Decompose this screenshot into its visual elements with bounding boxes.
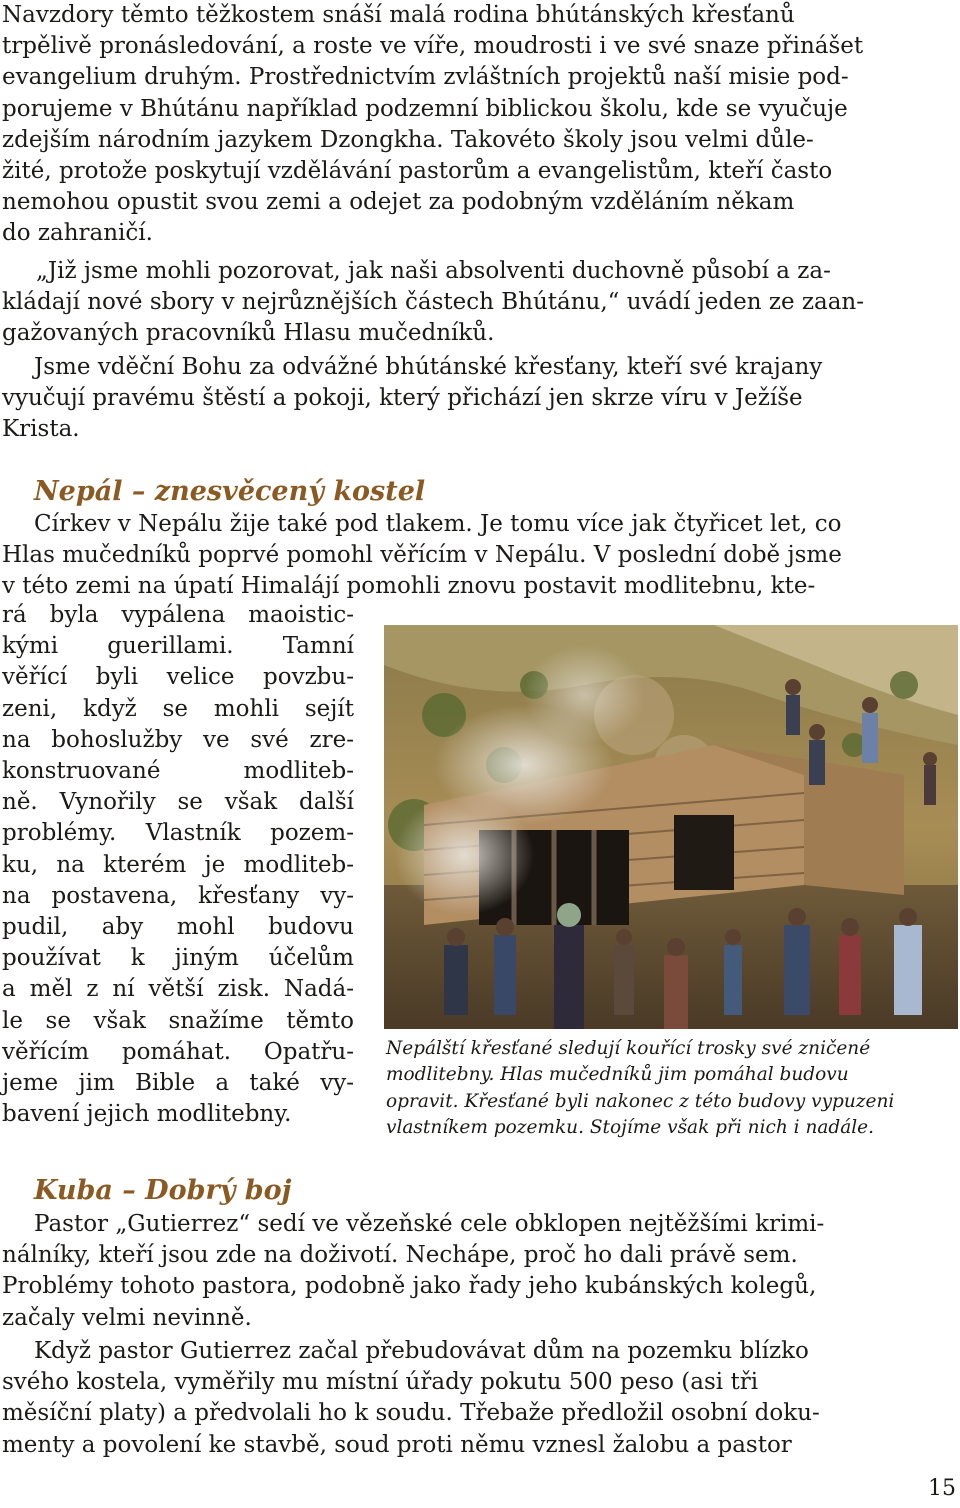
paragraph-bhutan-3 bbox=[2, 352, 956, 446]
text-line: na bohoslužby ve své zre- bbox=[2, 726, 354, 753]
heading-kuba: Kuba – Dobrý boj bbox=[34, 1175, 292, 1206]
text-line: „Již jsme mohli pozorovat, jak naši absolventi duchovně působí a za- bbox=[36, 258, 831, 284]
caption-line: modlitebny. Hlas mučedníků jim pomáhal budovu bbox=[386, 1064, 849, 1086]
text-line: věřící byli velice povzbu- bbox=[2, 664, 354, 691]
text-line: ku, na kterém je modliteb- bbox=[2, 851, 354, 878]
text-line: zdejším národním jazykem Dzongkha. Takovéto školy jsou velmi důle- bbox=[2, 126, 814, 153]
church-ruins-photo bbox=[384, 625, 958, 1029]
text-line: Navzdory těmto těžkostem snáší malá rodina bhútánských křesťanů bbox=[2, 2, 795, 28]
text-line: nemohou opustit svou zemi a odejet za podobným vzděláním někam bbox=[2, 189, 795, 216]
text-line: vyučují pravému štěstí a pokoji, který přichází jen skrze víru v Ježíše bbox=[2, 385, 803, 412]
text-line: zeni, když se mohli sejít bbox=[2, 695, 354, 722]
paragraph-bhutan-2 bbox=[2, 256, 956, 350]
text-line: ně. Vynořily se však další bbox=[2, 789, 354, 816]
text-line: Hlas mučedníků poprvé pomohl věřícím v Nepálu. V poslední době jsme bbox=[2, 542, 842, 569]
text-line: konstruované modliteb- bbox=[2, 758, 354, 785]
text-line: a měl z ní větší zisk. Nadá- bbox=[2, 976, 354, 1003]
text-line: rá byla vypálena maoistic- bbox=[2, 602, 354, 628]
paragraph-kuba-1 bbox=[2, 1209, 956, 1334]
text-line: gažovaných pracovníků Hlasu mučedníků. bbox=[2, 320, 495, 347]
text-line: problémy. Vlastník pozem- bbox=[2, 820, 354, 847]
text-line: menty a povolení ke stavbě, soud proti němu vznesl žalobu a pastor bbox=[2, 1431, 792, 1458]
text-line: Když pastor Gutierrez začal přebudovávat dům na pozemku blízko bbox=[34, 1338, 809, 1364]
paragraph-bhutan-1 bbox=[2, 0, 956, 250]
text-line: používat k jiným účelům bbox=[2, 945, 354, 972]
text-line: Jsme vděční Bohu za odvážné bhútánské křesťany, kteří své krajany bbox=[34, 354, 823, 380]
caption-line: Nepálští křesťané sledují kouřící trosky své zničené bbox=[386, 1038, 871, 1059]
text-line: trpělivě pronásledování, a roste ve víře, moudrosti i ve své snaze přinášet bbox=[2, 33, 864, 60]
text-line: Pastor „Gutierrez“ sedí ve vězeňské cele obklopen nejtěžšími krimi- bbox=[34, 1211, 825, 1237]
text-line: v této zemi na úpatí Himalájí pomohli znovu postavit modlitebnu, kte- bbox=[2, 573, 816, 600]
heading-nepal: Nepál – znesvěcený kostel bbox=[34, 476, 426, 507]
text-line: bavení jejich modlitebny. bbox=[2, 1101, 292, 1128]
text-line: začaly velmi nevinně. bbox=[2, 1304, 252, 1331]
text-line: Církev v Nepálu žije také pod tlakem. Je tomu více jak čtyřicet let, co bbox=[34, 511, 842, 537]
text-line: Krista. bbox=[2, 416, 80, 443]
paragraph-kuba-2 bbox=[2, 1336, 956, 1461]
text-line: žité, protože poskytují vzdělávání pastorům a evangelistům, kteří často bbox=[2, 158, 833, 185]
text-line: jeme jim Bible a také vy- bbox=[2, 1070, 354, 1097]
text-line: porujeme v Bhútánu například podzemní biblickou školu, kde se vyučuje bbox=[2, 95, 848, 122]
caption-line: opravit. Křesťané byli nakonec z této budovy vypuzeni bbox=[386, 1090, 895, 1112]
paragraph-nepal-column bbox=[2, 600, 354, 1130]
text-line: věřícím pomáhat. Opatřu- bbox=[2, 1038, 354, 1065]
text-line: le se však snažíme těmto bbox=[2, 1007, 354, 1034]
text-line: na postavena, křesťany vy- bbox=[2, 882, 354, 909]
text-line: kými guerillami. Tamní bbox=[2, 633, 354, 660]
caption-line: vlastníkem pozemku. Stojíme však při nich i nadále. bbox=[386, 1117, 875, 1139]
photo-caption bbox=[386, 1036, 956, 1142]
text-line: nálníky, kteří jsou zde na doživotí. Nechápe, proč ho dali právě sem. bbox=[2, 1242, 798, 1269]
page-number: 15 bbox=[928, 1476, 956, 1501]
text-line: Problémy tohoto pastora, podobně jako řady jeho kubánských kolegů, bbox=[2, 1273, 817, 1300]
text-line: kládají nové sbory v nejrůznějších částech Bhútánu,“ uvádí jeden ze zaan- bbox=[2, 289, 865, 316]
paragraph-nepal-intro bbox=[2, 509, 956, 603]
text-line: měsíční platy) a předvolali ho k soudu. Třebaže předložil osobní doku- bbox=[2, 1400, 820, 1427]
text-line: svého kostela, vyměřily mu místní úřady pokutu 500 peso (asi tři bbox=[2, 1369, 759, 1396]
text-line: pudil, aby mohl budovu bbox=[2, 914, 354, 941]
text-line: evangelium druhým. Prostřednictvím zvláštních projektů naší misie pod- bbox=[2, 64, 849, 91]
text-line: do zahraničí. bbox=[2, 220, 153, 247]
